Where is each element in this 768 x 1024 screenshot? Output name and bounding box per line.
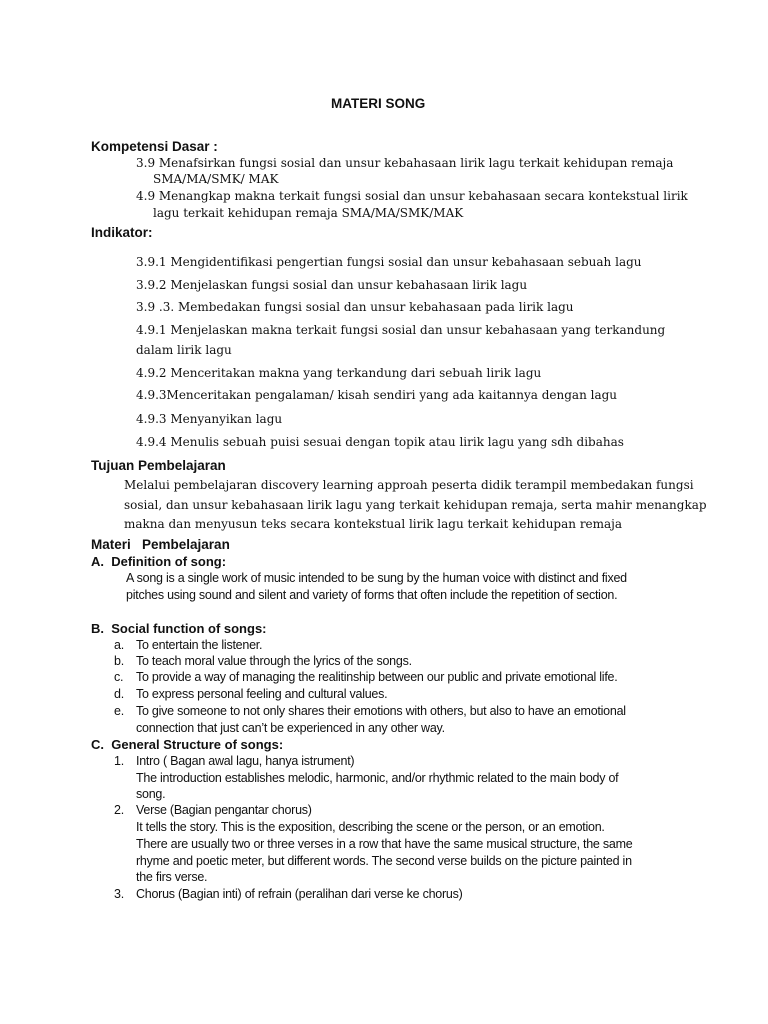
list-marker: b. <box>114 654 124 668</box>
intro-line2: song. <box>136 787 166 801</box>
list-marker: a. <box>114 638 124 652</box>
tujuan-line1: Melalui pembelajaran discovery learning approah peserta didik terampil membedakan fungsi <box>124 478 694 492</box>
list-marker: d. <box>114 687 124 701</box>
materi-heading: Materi Pembelajaran <box>91 537 230 552</box>
tujuan-line3: makna dan menyusun teks secara kontekstual lirik lagu terkait kehidupan remaja <box>124 517 623 531</box>
list-item: To give someone to not only shares their emotions with others, but also to have an emotional <box>136 704 626 718</box>
kd-3-9-line1: 3.9 Menafsirkan fungsi sosial dan unsur kebahasaan lirik lagu terkait kehidupan remaja <box>136 156 674 170</box>
list-item: To entertain the listener. <box>136 638 263 652</box>
kd-4-9-line2: lagu terkait kehidupan remaja SMA/MA/SMK/MAK <box>153 206 464 220</box>
definition-line1: A song is a single work of music intended to be sung by the human voice with distinct and fixed <box>126 571 627 585</box>
section-c-heading: C. General Structure of songs: <box>91 737 284 752</box>
definition-line2: pitches using sound and silent and variety of forms that often include the repetition of section. <box>126 588 618 602</box>
list-marker: c. <box>114 670 124 684</box>
indikator-item: 3.9.1 Mengidentifikasi pengertian fungsi sosial dan unsur kebahasaan sebuah lagu <box>136 255 642 269</box>
tujuan-line2: sosial, dan unsur kebahasaan lirik lagu yang terkait kehidupan remaja, serta mahir menangkap <box>124 498 707 512</box>
indikator-item: 4.9.3 Menyanyikan lagu <box>136 412 283 426</box>
tujuan-heading: Tujuan Pembelajaran <box>91 458 226 473</box>
indikator-item: 4.9.2 Menceritakan makna yang terkandung dari sebuah lirik lagu <box>136 366 542 380</box>
list-item: To express personal feeling and cultural values. <box>136 687 388 701</box>
page-title: MATERI SONG <box>331 96 426 111</box>
section-a-heading: A. Definition of song: <box>91 554 227 569</box>
verse-line1: It tells the story. This is the exposition, describing the scene or the person, or an emotion. <box>136 820 605 834</box>
chorus-title: Chorus (Bagian inti) of refrain (peralihan dari verse ke chorus) <box>136 887 463 901</box>
kd-3-9-line2: SMA/MA/SMK/ MAK <box>153 172 279 186</box>
intro-title: Intro ( Bagan awal lagu, hanya istrument) <box>136 754 355 768</box>
list-marker: 3. <box>114 887 124 901</box>
verse-line2: There are usually two or three verses in a row that have the same musical structure, the same <box>136 837 633 851</box>
indikator-item: 4.9.1 Menjelaskan makna terkait fungsi sosial dan unsur kebahasaan yang terkandung <box>136 323 666 337</box>
verse-line4: the firs verse. <box>136 870 208 884</box>
list-marker: e. <box>114 704 124 718</box>
list-marker: 2. <box>114 803 124 817</box>
indikator-item: 3.9 .3. Membedakan fungsi sosial dan unsur kebahasaan pada lirik lagu <box>136 300 574 314</box>
list-item-continuation: connection that just can’t be experienced in any other way. <box>136 721 445 735</box>
indikator-item: 4.9.3Menceritakan pengalaman/ kisah sendiri yang ada kaitannya dengan lagu <box>136 388 618 402</box>
intro-line1: The introduction establishes melodic, harmonic, and/or rhythmic related to the main body of <box>136 771 619 785</box>
kompetensi-heading: Kompetensi Dasar : <box>91 139 218 154</box>
indikator-heading: Indikator: <box>91 225 153 240</box>
indikator-item: 3.9.2 Menjelaskan fungsi sosial dan unsur kebahasaan lirik lagu <box>136 278 528 292</box>
indikator-item: dalam lirik lagu <box>136 343 232 357</box>
indikator-item: 4.9.4 Menulis sebuah puisi sesuai dengan topik atau lirik lagu yang sdh dibahas <box>136 435 624 449</box>
kd-4-9-line1: 4.9 Menangkap makna terkait fungsi sosial dan unsur kebahasaan secara kontekstual lirik <box>136 189 688 203</box>
section-b-heading: B. Social function of songs: <box>91 621 267 636</box>
verse-line3: rhyme and poetic meter, but different words. The second verse builds on the picture painted in <box>136 854 632 868</box>
verse-title: Verse (Bagian pengantar chorus) <box>136 803 312 817</box>
list-item: To provide a way of managing the realitinship between our public and private emotional life. <box>136 670 618 684</box>
list-marker: 1. <box>114 754 124 768</box>
list-item: To teach moral value through the lyrics of the songs. <box>136 654 412 668</box>
